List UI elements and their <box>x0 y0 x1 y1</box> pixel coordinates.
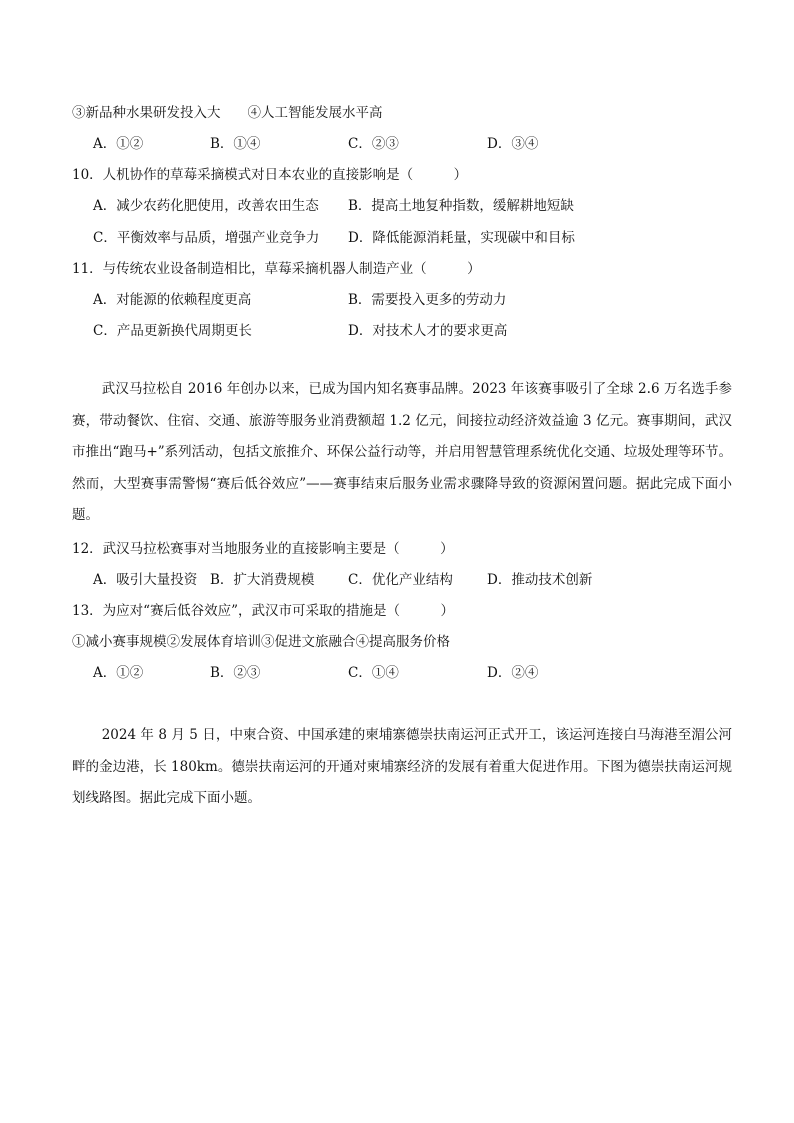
q10-option-b: B．提高土地复种指数，缓解耕地短缺 <box>348 198 574 214</box>
q13-option-d: D．②④ <box>487 665 539 681</box>
passage-canal-text: 2024 年 8 月 5 日，中柬合资、中国承建的柬埔寨德崇扶南运河正式开工，该运河连接白马海港至湄公河畔的金边港，长 180km。德崇扶南运河的开通对柬埔寨经济的发展有着重大促进作用。下图为德崇扶南运河规划线路图。据此完成下面小题。 <box>72 727 732 806</box>
q9-sub-options: ③新品种水果研发投入大 ④人工智能发展水平高 <box>72 105 383 121</box>
q13-option-b: B．②③ <box>210 665 261 681</box>
q9-option-b: B．①④ <box>210 136 261 152</box>
q13-option-a: A．①② <box>93 665 144 681</box>
q12-option-d: D．推动技术创新 <box>487 572 593 588</box>
q9-option-c: C．②③ <box>348 136 399 152</box>
q10-option-a: A．减少农药化肥使用，改善农田生态 <box>93 198 319 214</box>
q9-option-d: D．③④ <box>487 136 539 152</box>
q11-option-b: B．需要投入更多的劳动力 <box>348 292 507 308</box>
q10-option-c: C．平衡效率与品质，增强产业竞争力 <box>93 230 320 246</box>
passage-marathon <box>72 374 732 532</box>
q12-option-a: A．吸引大量投资 <box>93 572 198 588</box>
q11-option-a: A．对能源的依赖程度更高 <box>93 292 252 308</box>
q9-option-a: A．①② <box>93 136 144 152</box>
q13-sub-options: ①减小赛事规模②发展体育培训③促进文旅融合④提高服务价格 <box>72 634 450 650</box>
q11-option-d: D．对技术人才的要求更高 <box>348 323 508 339</box>
q12-option-b: B．扩大消费规模 <box>210 572 315 588</box>
q10-option-d: D．降低能源消耗量，实现碳中和目标 <box>348 230 575 246</box>
q11-option-c: C．产品更新换代周期更长 <box>93 323 252 339</box>
passage-canal <box>72 720 732 815</box>
q10-stem: 10．人机协作的草莓采摘模式对日本农业的直接影响是（ ） <box>72 167 468 183</box>
q13-stem: 13．为应对“赛后低谷效应”，武汉市可采取的措施是（ ） <box>72 603 454 619</box>
q13-option-c: C．①④ <box>348 665 399 681</box>
q12-option-c: C．优化产业结构 <box>348 572 453 588</box>
q11-stem: 11．与传统农业设备制造相比，草莓采摘机器人制造产业（ ） <box>72 261 481 277</box>
passage-marathon-text: 武汉马拉松自 2016 年创办以来，已成为国内知名赛事品牌。2023 年该赛事吸引了全球 2.6 万名选手参赛，带动餐饮、住宿、交通、旅游等服务业消费额超 1.2 亿元，间接拉动经济效益逾 3 亿元。赛事期间，武汉市推出“跑马+”系列活动，包括文旅推介、环保公益行动等，并启用智慧管理系统优化交通、垃圾处理等环节。然而，大型赛事需警惕“赛后低谷效应”——赛事结束后服务业需求骤降导致的资源闲置问题。据此完成下面小题。 <box>72 381 732 523</box>
q12-stem: 12．武汉马拉松赛事对当地服务业的直接影响主要是（ ） <box>72 541 454 557</box>
